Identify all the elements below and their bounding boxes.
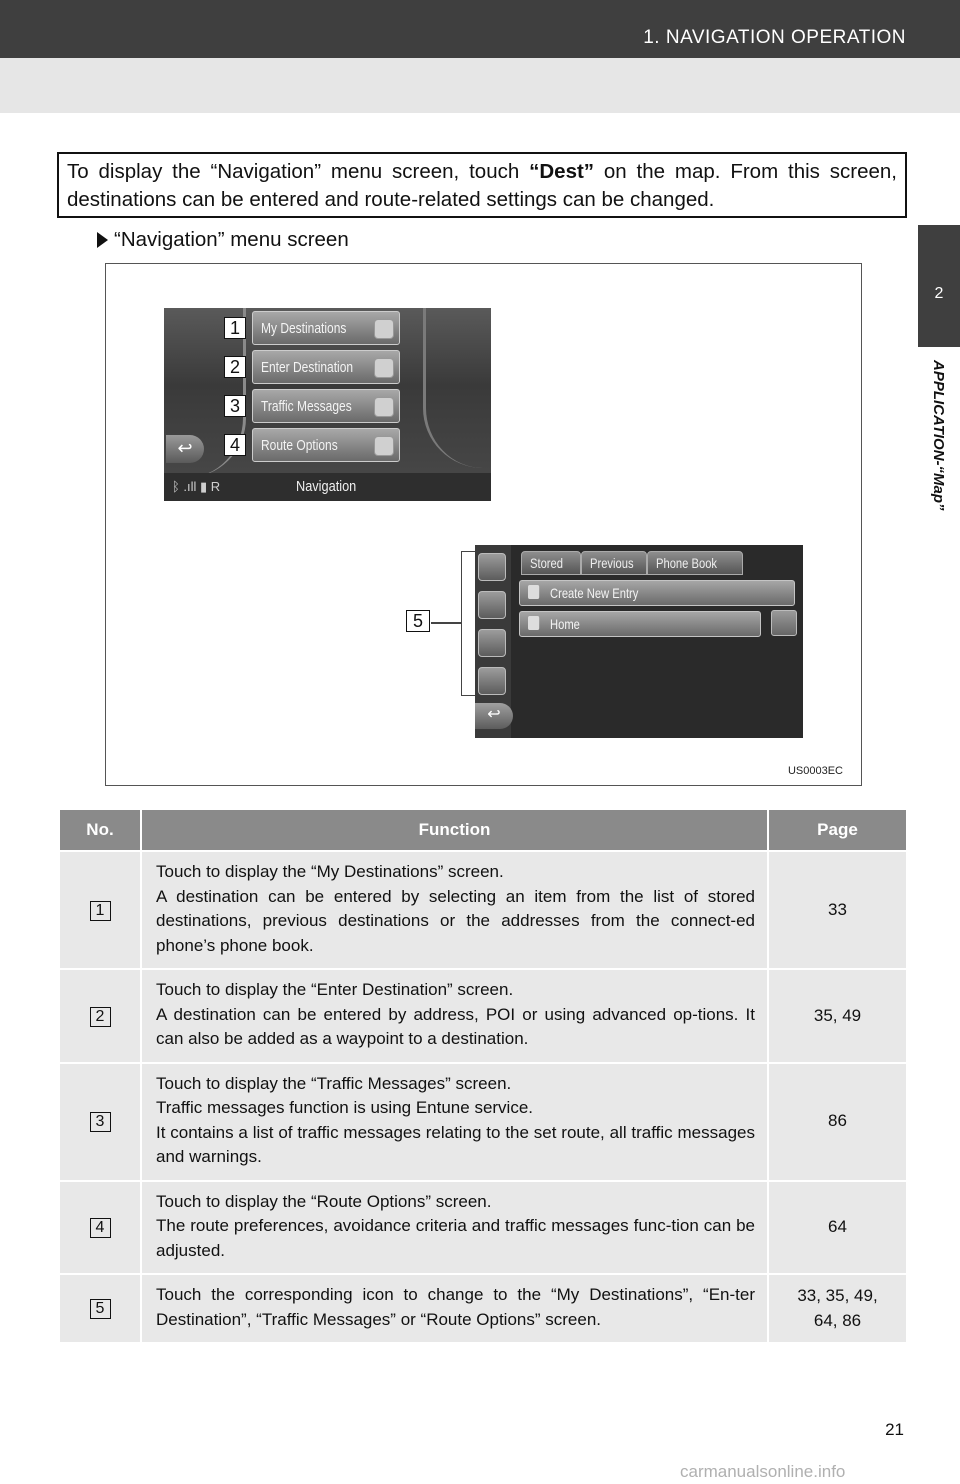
row-number: 4 — [90, 1218, 111, 1238]
function-cell — [142, 1062, 769, 1180]
tab-label: Stored — [530, 555, 563, 571]
callout-bracket — [461, 551, 475, 696]
table-row — [60, 850, 906, 968]
my-destinations-button[interactable] — [252, 311, 400, 345]
enter-destination-icon[interactable] — [478, 591, 506, 619]
map-pin-icon — [374, 358, 394, 378]
button-label: Route Options — [261, 437, 338, 454]
row-number-cell — [60, 1180, 142, 1274]
page-number: 21 — [885, 1420, 904, 1439]
function-cell — [142, 968, 769, 1062]
page-cell — [769, 1062, 906, 1180]
page-ref: 86 — [828, 1111, 847, 1131]
callout-leader-line — [431, 622, 461, 624]
my-destinations-icon[interactable] — [478, 553, 506, 581]
callout-number: 4 — [224, 434, 246, 456]
column-header-no: No. — [60, 810, 142, 850]
row-number-cell — [60, 968, 142, 1062]
route-options-button[interactable] — [252, 428, 400, 462]
button-label: Enter Destination — [261, 359, 354, 376]
checkered-flag-icon — [374, 319, 394, 339]
table-row — [60, 968, 906, 1062]
page-cell — [769, 968, 906, 1062]
intro-bold: “Dest” — [529, 160, 595, 183]
row-label: Create New Entry — [550, 585, 639, 601]
tab-label: Phone Book — [656, 555, 718, 571]
table-row — [60, 1180, 906, 1274]
callout-number: 1 — [224, 317, 246, 339]
table-header-row — [60, 810, 906, 850]
gear-icon — [374, 436, 394, 456]
tab-stored[interactable] — [521, 551, 581, 575]
function-text: Touch to display the “Traffic Messages” screen. Traffic messages function is using Entune service. It contains a list of traffic messages relating to the set route, all traffic messages and warnings. — [156, 1073, 755, 1166]
page-cell — [769, 1273, 906, 1342]
enter-destination-button[interactable] — [252, 350, 400, 384]
chapter-label: APPLICATION-“Map” — [930, 360, 947, 511]
caption-text: “Navigation” menu screen — [114, 228, 349, 251]
edit-icon[interactable] — [771, 610, 797, 636]
table-row — [60, 1062, 906, 1180]
traffic-messages-icon[interactable] — [478, 629, 506, 657]
tab-previous[interactable] — [581, 551, 647, 575]
home-icon — [528, 616, 539, 630]
watermark: carmanualsonline.info — [680, 1462, 846, 1481]
function-cell — [142, 1273, 769, 1342]
table-row — [60, 1273, 906, 1342]
screen-decoration — [423, 308, 483, 468]
callout-number: 3 — [224, 395, 246, 417]
row-number: 1 — [90, 901, 111, 921]
my-destinations-screen — [475, 545, 803, 738]
row-number: 5 — [90, 1299, 111, 1319]
section-title: 1. NAVIGATION OPERATION — [643, 27, 906, 48]
function-text: Touch the corresponding icon to change to the “My Destinations”, “En-ter Destination”, “Traffic Messages” or “Route Options” screen. — [156, 1285, 755, 1329]
page-ref: 35, 49 — [813, 1005, 862, 1025]
callout-number: 5 — [406, 610, 430, 632]
function-text: Touch to display the “Enter Destination” screen. A destination can be entered by address, POI or using advanced op-tions. It can also be added as a waypoint to a destination. — [156, 980, 755, 1048]
traffic-sign-icon — [374, 397, 394, 417]
intro-text-before: To display the “Navigation” menu screen, touch — [67, 160, 530, 183]
triangle-bullet-icon — [97, 232, 108, 248]
back-button[interactable]: ↩ — [166, 435, 204, 463]
row-label: Home — [550, 616, 580, 632]
button-label: Traffic Messages — [261, 398, 352, 415]
back-button[interactable]: ↩ — [475, 703, 513, 729]
button-label: My Destinations — [261, 320, 347, 337]
page-ref: 33, 35, 49, 64, 86 — [797, 1286, 878, 1330]
home-entry-button[interactable] — [519, 611, 761, 637]
figure — [105, 263, 862, 786]
column-header-function: Function — [142, 810, 769, 850]
page-ref: 64 — [828, 1217, 847, 1236]
add-icon — [528, 585, 539, 599]
tab-label: Previous — [590, 555, 634, 571]
tab-phone-book[interactable] — [647, 551, 743, 575]
callout-number: 2 — [224, 356, 246, 378]
function-cell — [142, 850, 769, 968]
chapter-number: 2 — [934, 285, 944, 302]
row-number: 3 — [90, 1112, 111, 1132]
function-text: Touch to display the “Route Options” screen. The route preferences, avoidance criteria and traffic messages func-tion can be adjusted. — [156, 1191, 755, 1260]
function-text: Touch to display the “My Destinations” screen. A destination can be entered by selecting an item from the list of stored destinations, previous destinations or the addresses from the connect-ed phone’s phone book. — [156, 862, 755, 955]
status-bar — [164, 473, 491, 501]
intro-text-after: on the map. From this screen, destinations can be entered and route-related settings can be changed. — [67, 160, 897, 211]
row-number-cell — [60, 1273, 142, 1342]
column-header-page: Page — [769, 810, 906, 850]
function-cell — [142, 1180, 769, 1274]
signal-status-icons: ᛒ .ıll ▮ R — [172, 479, 221, 494]
row-number-cell — [60, 850, 142, 968]
figure-caption — [97, 228, 349, 252]
function-table — [60, 810, 906, 1342]
screen-title: Navigation — [296, 478, 357, 495]
page-cell — [769, 850, 906, 968]
navigation-menu-screen — [164, 308, 491, 501]
route-options-icon[interactable] — [478, 667, 506, 695]
create-new-entry-button[interactable] — [519, 580, 795, 606]
page-ref: 33 — [828, 899, 847, 919]
header-band — [0, 58, 960, 113]
traffic-messages-button[interactable] — [252, 389, 400, 423]
page-cell — [769, 1180, 906, 1274]
row-number: 2 — [90, 1007, 111, 1027]
figure-code: US0003EC — [787, 765, 843, 777]
intro-box — [57, 152, 907, 218]
row-number-cell — [60, 1062, 142, 1180]
